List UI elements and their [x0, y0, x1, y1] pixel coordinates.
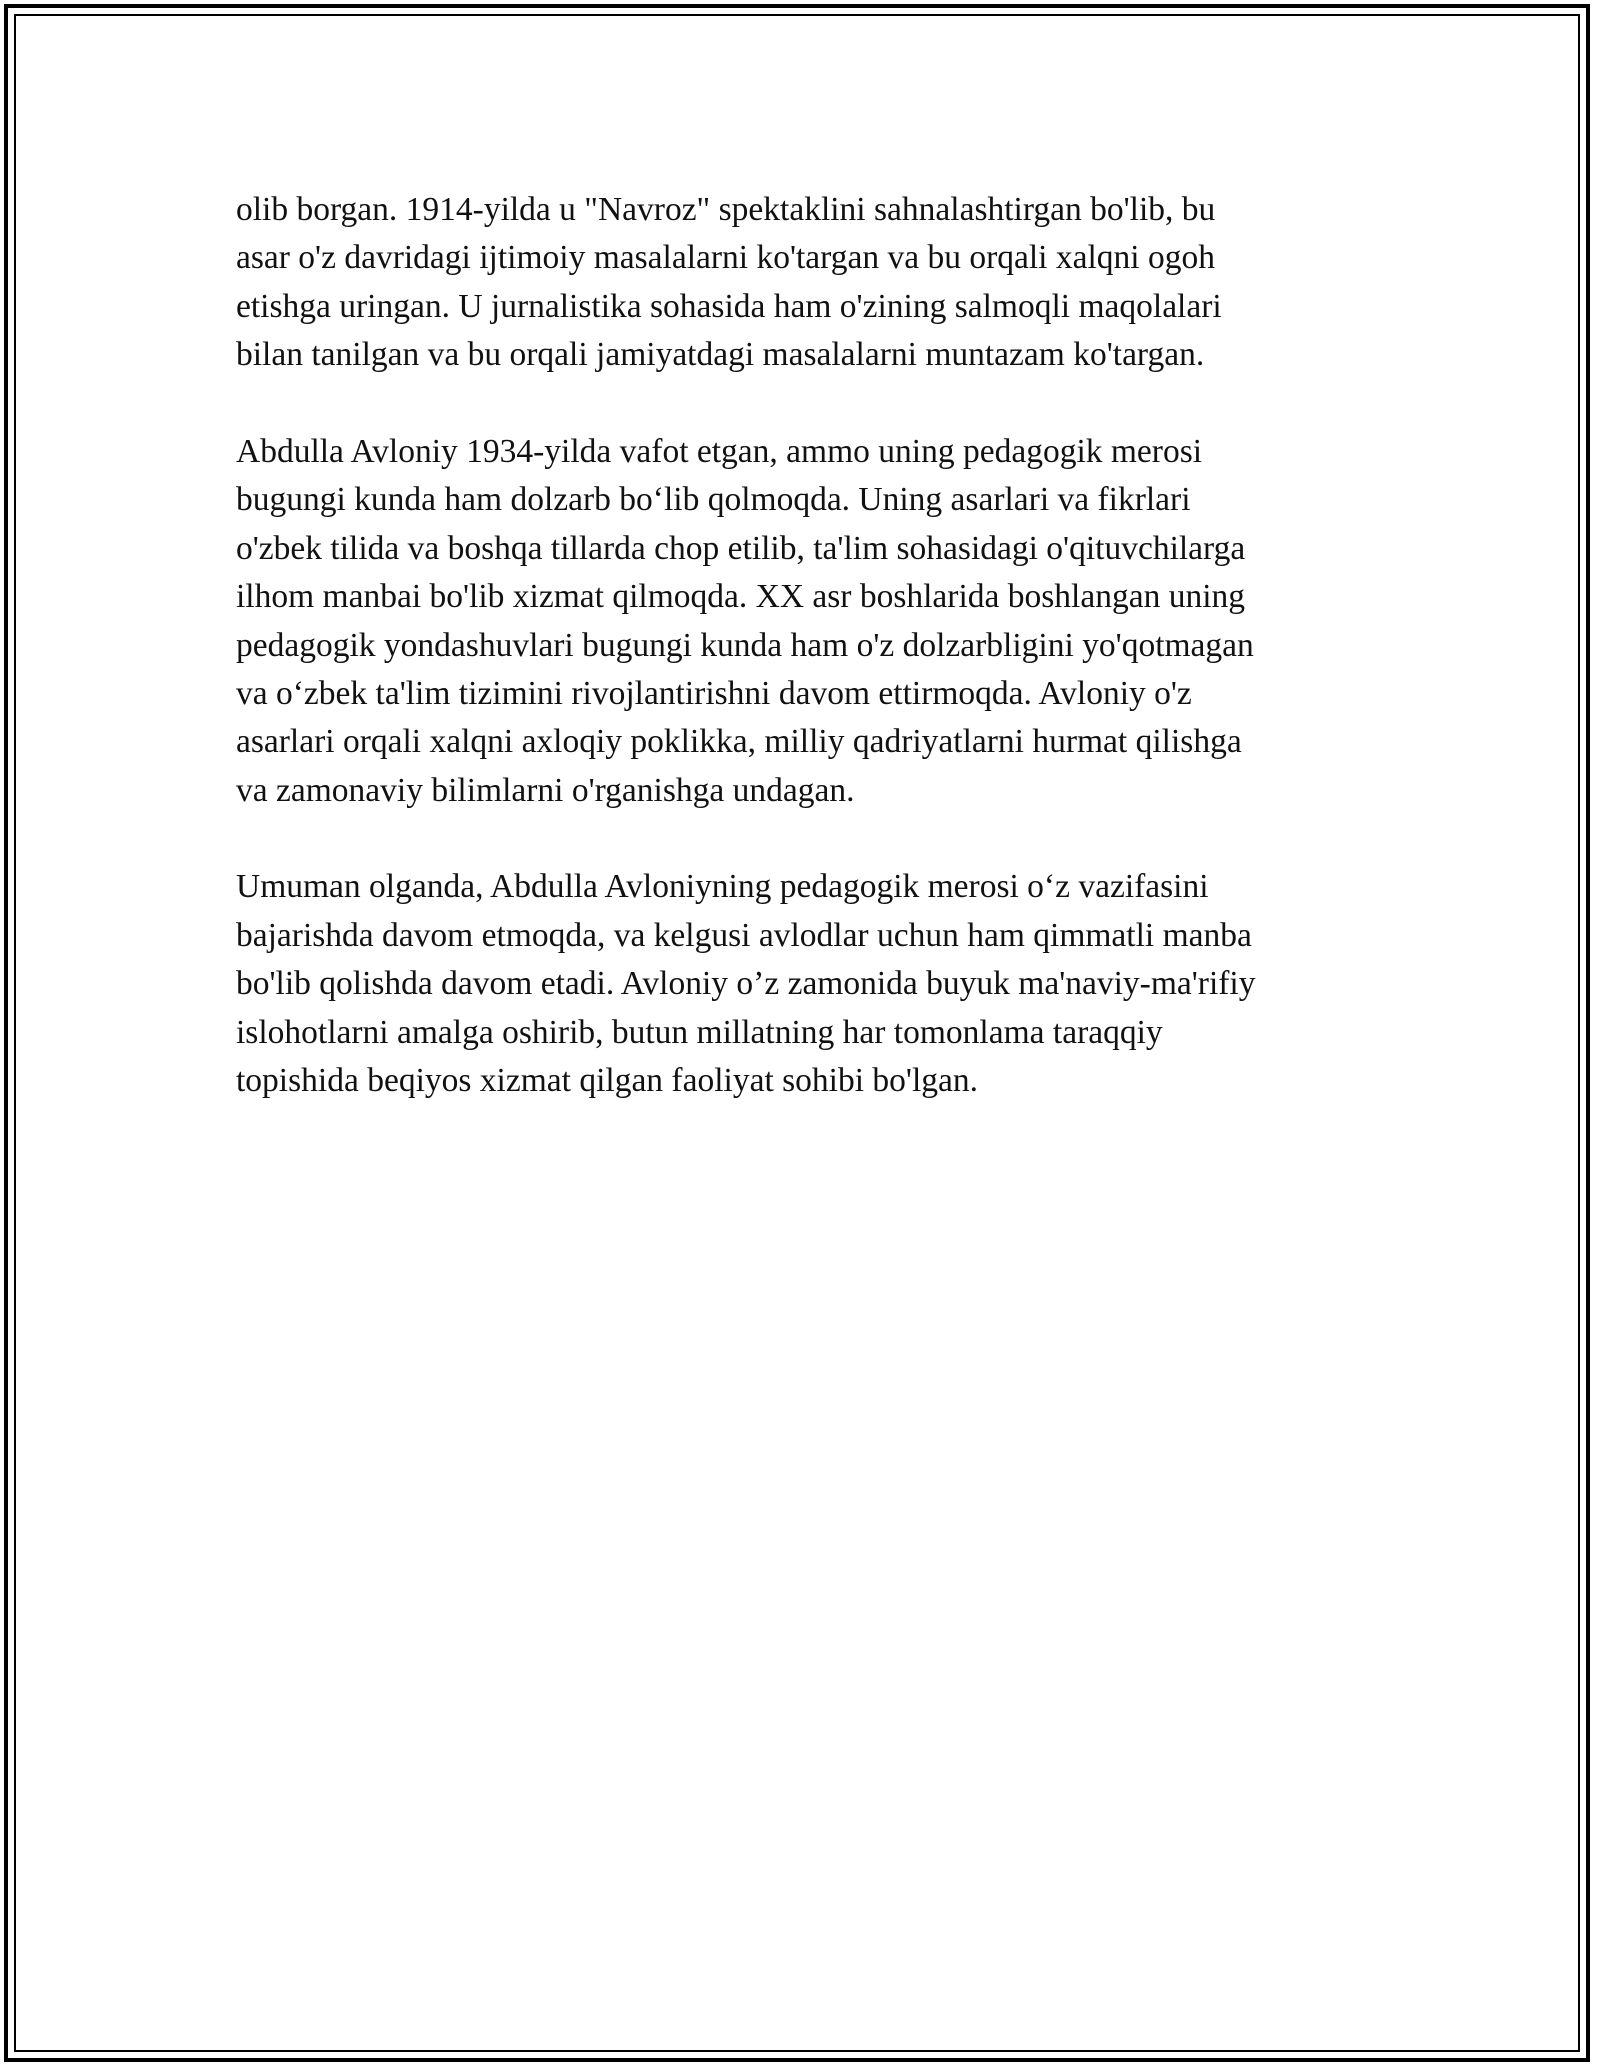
text-line: asar o'z davridagi ijtimoiy masalalarni ko'targan va bu orqali xalqni ogoh: [236, 239, 1215, 277]
text-line: va o‘zbek ta'lim tizimini rivojlantirishni davom ettirmoqda. Avloniy o'z: [236, 674, 1192, 712]
text-line: olib borgan. 1914-yilda u "Navroz" spektaklini sahnalashtirgan bo'lib, bu: [236, 191, 1216, 228]
text-line: topishida beqiyos xizmat qilgan faoliyat sohibi bo'lgan.: [236, 1062, 978, 1100]
text-line: asarlari orqali xalqni axloqiy poklikka, milliy qadriyatlarni hurmat qilishga: [236, 723, 1242, 761]
paragraph-2: [236, 428, 1366, 815]
text-line: etishga uringan. U jurnalistika sohasida ham o'zining salmoqli maqolalari: [236, 287, 1222, 325]
text-line: bo'lib qolishda davom etadi. Avloniy o’z zamonida buyuk ma'naviy-ma'rifiy: [236, 965, 1256, 1003]
text-line: bugungi kunda ham dolzarb bo‘lib qolmoqda. Uning asarlari va fikrlari: [236, 481, 1191, 519]
text-line: bajarishda davom etmoqda, va kelgusi avlodlar uchun ham qimmatli manba: [236, 916, 1252, 954]
text-line: bilan tanilgan va bu orqali jamiyatdagi masalalarni muntazam ko'targan.: [236, 336, 1205, 374]
text-line: va zamonaviy bilimlarni o'rganishga undagan.: [236, 771, 855, 809]
text-line: ilhom manbai bo'lib xizmat qilmoqda. XX asr boshlarida boshlangan uning: [236, 578, 1246, 616]
text-line: o'zbek tilida va boshqa tillarda chop etilib, ta'lim sohasidagi o'qituvchilarga: [236, 529, 1246, 567]
text-line: Umuman olganda, Abdulla Avloniyning pedagogik merosi o‘z vazifasini: [236, 868, 1209, 906]
text-line: pedagogik yondashuvlari bugungi kunda ham o'z dolzarbligini yo'qotmagan: [236, 626, 1254, 664]
text-line: Abdulla Avloniy 1934-yilda vafot etgan, ammo uning pedagogik merosi: [236, 432, 1203, 470]
paragraph-1: [236, 186, 1366, 380]
paragraph-3: [236, 863, 1366, 1105]
document-body: [236, 186, 1366, 1105]
text-line: islohotlarni amalga oshirib, butun millatning har tomonlama taraqqiy: [236, 1013, 1163, 1051]
